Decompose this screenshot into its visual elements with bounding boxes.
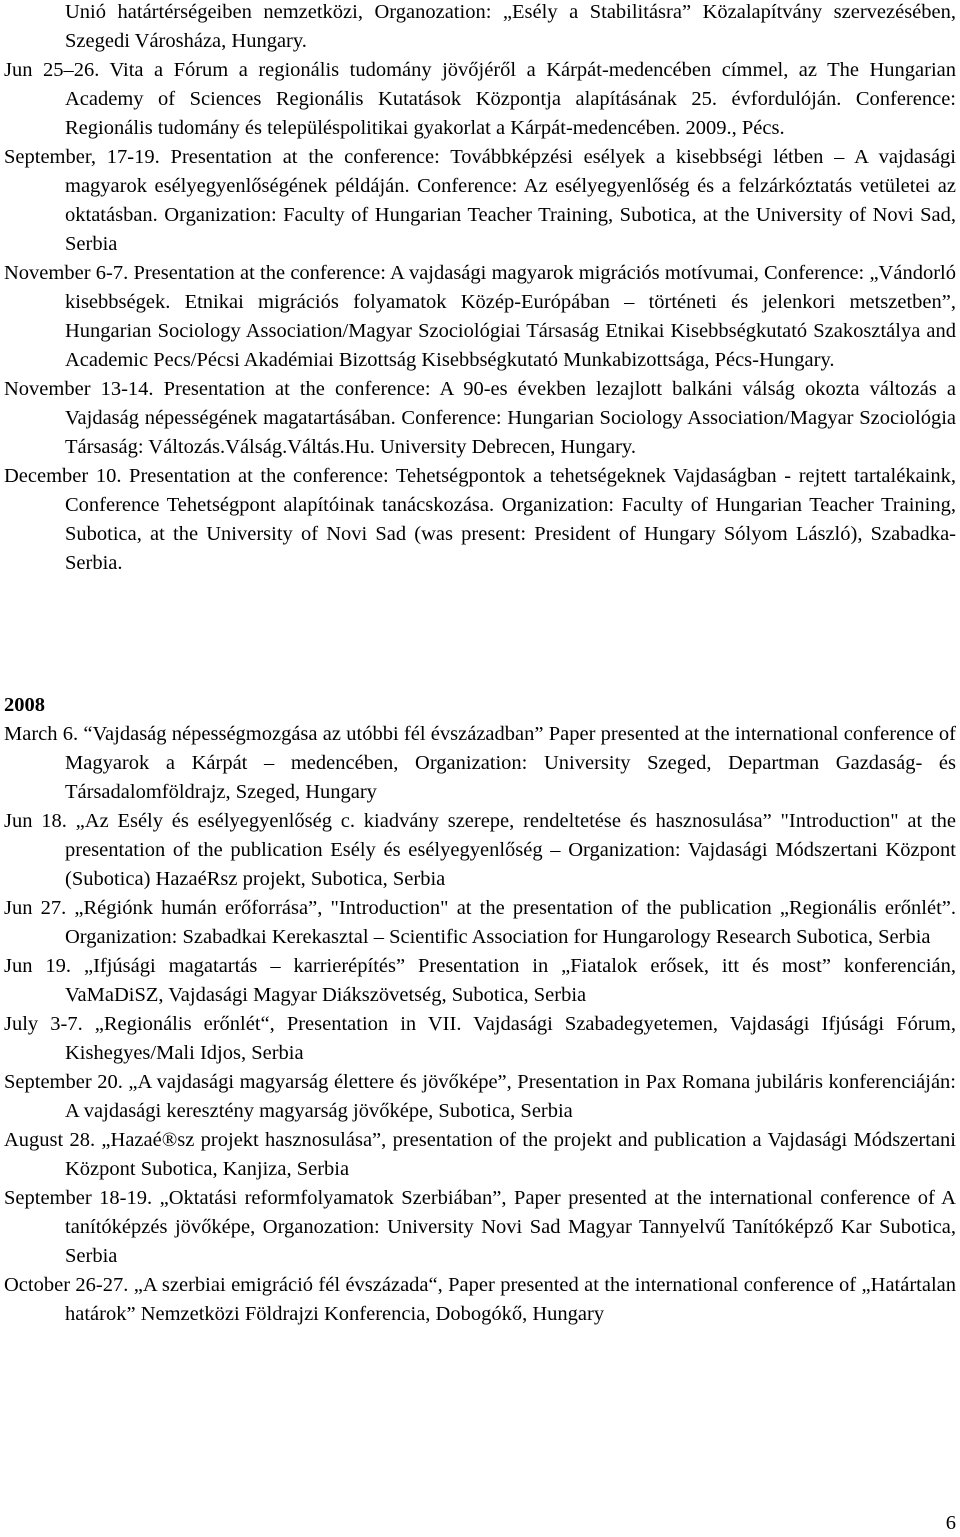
list-item: Jun 19. „Ifjúsági magatartás – karrierépítés” Presentation in „Fiatalok erősek, itt és most” konferencián, VaMaDiSZ, Vajdasági Magyar Diákszövetség, Subotica, Serbia: [4, 955, 956, 1006]
list-item: Unió határtérségeiben nemzetközi, Organozation: „Esély a Stabilitásra” Közalapítvány szervezésében, Szegedi Városháza, Hungary.: [65, 1, 956, 52]
list-item: March 6. “Vajdaság népességmozgása az utóbbi fél évszázadban” Paper presented at the international conference of Magyarok a Kárpát – medencében, Organization: University Szeged, Departman Gazdaság- és Társadalomföldrajz, Szeged, Hungary: [4, 723, 956, 803]
list-item: September, 17-19. Presentation at the conference: Továbbképzési esélyek a kisebbségi létben – A vajdasági magyarok esélyegyenlőségének példáján. Conference: Az esélyegyenlőség és a felzárkóztatás vetületei az oktatásban. Organization: Faculty of Hungarian Teacher Training, Subotica, at the University of Novi Sad, Serbia: [4, 146, 956, 255]
list-item: October 26-27. „A szerbiai emigráció fél évszázada“, Paper presented at the international conference of „Határtalan határok” Nemzetközi Földrajzi Konferencia, Dobogókő, Hungary: [4, 1274, 956, 1325]
list-item: November 13-14. Presentation at the conference: A 90-es években lezajlott balkáni válság okozta változás a Vajdaság népességének magatartásában. Conference: Hungarian Sociology Association/Magyar Szociológia Társaság: Változás.Válság.Váltás.Hu. University Debrecen, Hungary.: [4, 378, 956, 458]
page-number: 6: [945, 1512, 956, 1534]
list-item: Jun 27. „Régiónk humán erőforrása”, "Introduction" at the presentation of the publication „Regionális erőnlét”. Organization: Szabadkai Kerekasztal – Scientific Association for Hungarology Research Subotica, Serbia: [4, 897, 956, 948]
list-item: August 28. „Hazaé®sz projekt hasznosulása”, presentation of the projekt and publication a Vajdasági Módszertani Központ Subotica, Kanjiza, Serbia: [4, 1129, 956, 1180]
entries-2008: [0, 720, 960, 1329]
list-item: July 3-7. „Regionális erőnlét“, Presentation in VII. Vajdasági Szabadegyetemen, Vajdasági Ifjúsági Fórum, Kishegyes/Mali Idjos, Serbia: [4, 1013, 956, 1064]
entries-2009: [0, 0, 960, 578]
list-item: September 20. „A vajdasági magyarság élettere és jövőképe”, Presentation in Pax Romana jubiláris konferenciáján: A vajdasági keresztény magyarság jövőképe, Subotica, Serbia: [4, 1071, 956, 1122]
list-item: November 6-7. Presentation at the conference: A vajdasági magyarok migrációs motívumai, Conference: „Vándorló kisebbségek. Etnikai migrációs folyamatok Közép-Európában – történeti és jelenkori metszetben”, Hungarian Sociology Association/Magyar Szociológiai Társaság Etnikai Kisebbségkutató Szakosztálya and Academic Pecs/Pécsi Akadémiai Bizottság Kisebbségkutató Munkabizottsága, Pécs-Hungary.: [4, 262, 956, 371]
list-item: Jun 25–26. Vita a Fórum a regionális tudomány jövőjéről a Kárpát-medencében címmel, az The Hungarian Academy of Sciences Regionális Kutatások Központja alapításának 25. évfordulóján. Conference: Regionális tudomány és településpolitikai gyakorlat a Kárpát-medencében. 2009., Pécs.: [4, 59, 956, 139]
list-item: Jun 18. „Az Esély és esélyegyenlőség c. kiadvány szerepe, rendeltetése és hasznosulása” "Introduction" at the presentation of the publication Esély és esélyegyenlőség – Organization: Vajdasági Módszertani Központ (Subotica) HazaéRsz projekt, Subotica, Serbia: [4, 810, 956, 890]
year-heading: 2008: [4, 694, 45, 716]
list-item: December 10. Presentation at the conference: Tehetségpontok a tehetségeknek Vajdaságban - rejtett tartalékaink, Conference Tehetségpont alapítóinak tanácskozása. Organization: Faculty of Hungarian Teacher Training, Subotica, at the University of Novi Sad (was present: President of Hungary Sólyom László), Szabadka-Serbia.: [4, 465, 956, 574]
list-item: September 18-19. „Oktatási reformfolyamatok Szerbiában”, Paper presented at the international conference of A tanítóképzés jövőképe, Organozation: University Novi Sad Magyar Tannyelvű Tanítóképző Kar Subotica, Serbia: [4, 1187, 956, 1267]
